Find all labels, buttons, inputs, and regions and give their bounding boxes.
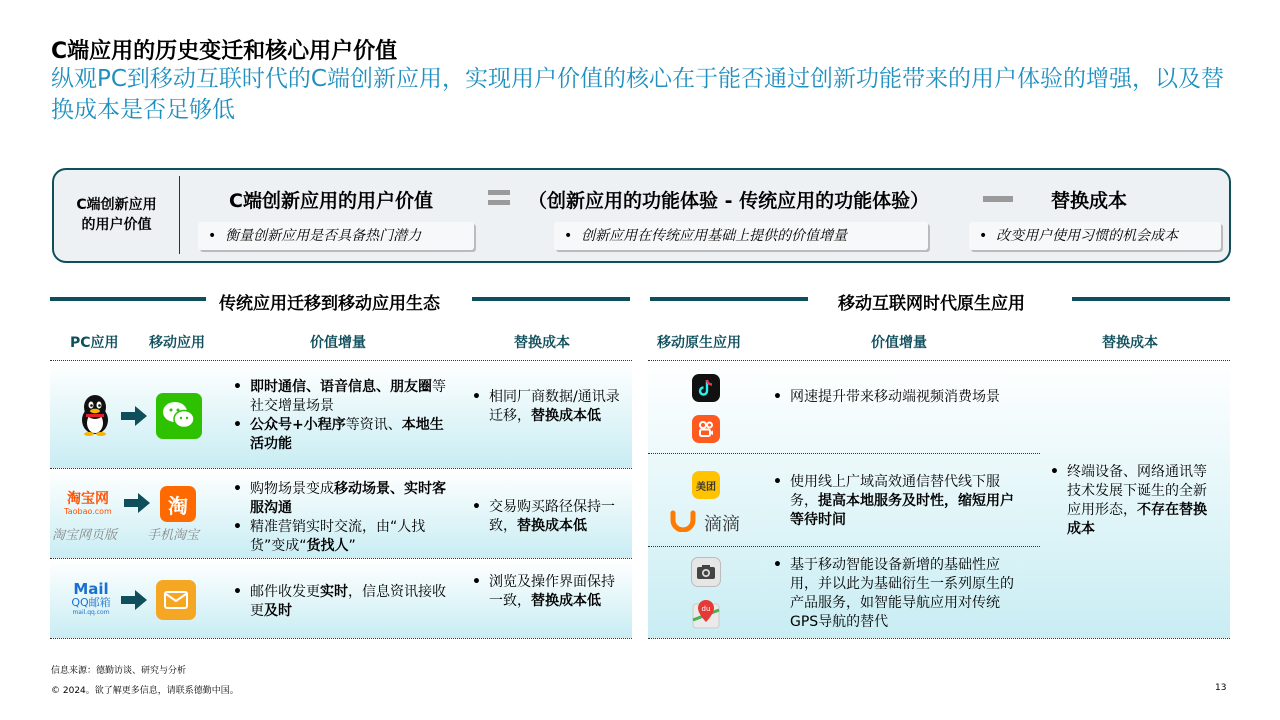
text-segment: 购物场景变成 — [250, 481, 334, 497]
arrow-right-icon — [121, 590, 147, 610]
list-item — [472, 388, 622, 426]
value-list — [233, 480, 451, 556]
text-segment: 终端设备、网络通讯等技术发展下诞生的全新应用形态， — [1067, 464, 1207, 518]
bold-text: 替换成本低 — [517, 518, 587, 534]
kuaishou-icon — [692, 415, 720, 443]
qq-mail-logo: Mail QQ邮箱 mail.qq.com — [71, 580, 111, 616]
text-segment: 浏览及操作界面保持一致， — [489, 574, 615, 609]
value-list — [773, 388, 1021, 407]
list-item — [472, 573, 622, 611]
header-cost-left: 替换成本 — [514, 335, 570, 351]
arrow-right-icon — [124, 493, 150, 513]
bold-text: 不存在替换成本 — [1067, 502, 1207, 537]
list-item — [773, 473, 1023, 530]
formula-middle: （创新应用的功能体验 - 传统应用的功能体验） — [528, 190, 930, 212]
text-segment: 等社交增量场景 — [250, 379, 446, 414]
value-list — [233, 378, 448, 454]
camera-icon — [691, 557, 721, 587]
formula-left-label: C端创新应用的用户价值 — [54, 176, 180, 254]
bold-text: 本地生活功能 — [250, 417, 444, 452]
list-item — [233, 583, 451, 621]
bold-text: 提高本地服务及时性，缩短用户等待时间 — [790, 493, 1014, 528]
page-title: C端应用的历史变迁和核心用户价值 — [51, 39, 398, 64]
header-cost-right: 替换成本 — [1102, 335, 1158, 351]
divider — [50, 638, 632, 639]
list-item — [233, 518, 451, 556]
copyright: © 2024。欲了解更多信息，请联系德勤中国。 — [51, 686, 239, 696]
header-mobile-app: 移动应用 — [149, 335, 205, 351]
divider — [648, 546, 1040, 547]
cost-list — [472, 573, 622, 611]
qq-penguin-icon — [78, 394, 112, 436]
text-segment: 基于移动智能设备新增的基础性应用，并以此为基础衍生一系列原生的产品服务，如智能导航应用对传统GPS导航的替代 — [790, 557, 1014, 630]
didi-icon: 滴滴 — [670, 509, 750, 533]
section-rule — [50, 297, 206, 301]
arrow-right-icon — [121, 406, 147, 426]
value-list — [233, 583, 451, 621]
right-section-title: 移动互联网时代原生应用 — [838, 294, 1025, 314]
bold-text: 货找人 — [306, 538, 349, 554]
section-rule — [650, 297, 808, 301]
formula-note-rhs: • 改变用户使用习惯的机会成本 — [969, 222, 1221, 250]
text-segment: 精准营销实时交流，由“人找货”变成“ — [250, 519, 426, 554]
list-item — [233, 416, 448, 454]
caption-taobao-web: 淘宝网页版 — [52, 528, 118, 543]
minus-icon — [983, 196, 1013, 202]
left-section-title: 传统应用迁移到移动应用生态 — [219, 294, 440, 314]
list-item — [773, 556, 1023, 632]
bold-text: 即时通信、语音信息、朋友圈 — [250, 379, 432, 395]
equals-icon — [488, 190, 510, 206]
header-value-left: 价值增量 — [310, 335, 366, 351]
meituan-icon: 美团 — [692, 471, 720, 499]
taobao-web-logo: 淘宝网 Taobao.com — [64, 491, 112, 516]
map-icon — [691, 598, 721, 632]
text-segment: 网速提升带来移动端视频消费场景 — [790, 389, 1000, 405]
source-note: 信息来源：德勤访谈、研究与分析 — [51, 666, 187, 676]
page-subtitle: 纵观PC到移动互联时代的C端创新应用，实现用户价值的核心在于能否通过创新功能带来的用户体验的增强，以及替换成本是否足够低 — [51, 66, 1224, 123]
section-rule — [1072, 297, 1230, 301]
bold-text: 替换成本低 — [531, 408, 601, 424]
text-segment: 邮件收发更 — [250, 584, 320, 600]
tiktok-icon — [692, 374, 720, 402]
bold-text: 及时 — [264, 603, 292, 619]
bold-text: 公众号+小程序 — [250, 417, 346, 433]
text-segment: 相同厂商数据/通讯录迁移， — [489, 389, 620, 424]
list-item — [1050, 463, 1218, 539]
text-segment: 使用线上广域高效通信替代线下服务， — [790, 474, 1000, 509]
list-item — [233, 480, 451, 518]
formula-rhs: 替换成本 — [1051, 190, 1128, 212]
wechat-icon — [156, 393, 202, 439]
formula-note-lhs: • 衡量创新应用是否具备热门潜力 — [198, 222, 474, 250]
svg-text:du: du — [701, 605, 711, 613]
text-segment: ” — [348, 538, 356, 554]
text-segment: 等资讯、 — [345, 417, 402, 433]
caption-mobile-taobao: 手机淘宝 — [147, 528, 200, 543]
value-list — [773, 556, 1023, 632]
header-native-app: 移动原生应用 — [657, 335, 741, 351]
list-item — [233, 378, 448, 416]
header-pc-app: PC应用 — [70, 335, 119, 351]
text-segment: 交易购买路径保持一致， — [489, 499, 615, 534]
divider — [50, 558, 632, 559]
divider — [648, 360, 1230, 361]
divider — [50, 468, 632, 469]
formula-lhs: C端创新应用的用户价值 — [229, 190, 433, 212]
mail-icon — [156, 580, 196, 620]
bold-text: 替换成本低 — [531, 593, 601, 609]
taobao-icon: 淘 — [160, 486, 196, 522]
list-item — [773, 388, 1021, 407]
bold-text: 实时 — [320, 584, 348, 600]
cost-list — [472, 498, 622, 536]
page-number: 13 — [1215, 683, 1227, 693]
header-value-right: 价值增量 — [871, 335, 927, 351]
divider — [648, 638, 1230, 639]
bold-text: 移动场景、实时客服沟通 — [250, 481, 446, 516]
divider — [50, 360, 632, 361]
divider — [648, 453, 1040, 454]
formula-note-middle: • 创新应用在传统应用基础上提供的价值增量 — [554, 222, 928, 250]
list-item — [472, 498, 622, 536]
formula-box — [52, 168, 1231, 263]
cost-list — [1050, 463, 1218, 539]
cost-list — [472, 388, 622, 426]
section-rule — [472, 297, 630, 301]
value-list — [773, 473, 1023, 530]
text-segment: ，信息资讯接收更 — [250, 584, 446, 619]
